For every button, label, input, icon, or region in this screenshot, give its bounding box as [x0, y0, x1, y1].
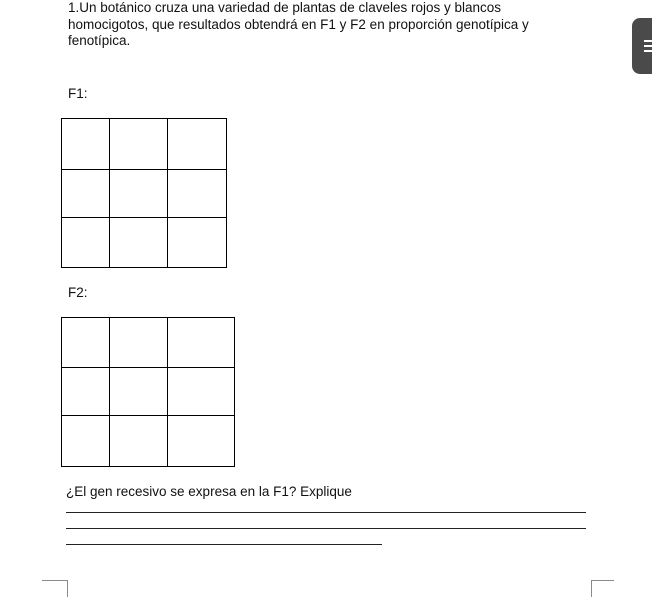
- f2-cell: [168, 318, 234, 368]
- f1-cell: [62, 170, 110, 218]
- f1-cell: [62, 218, 110, 267]
- f2-cell: [110, 368, 168, 416]
- f2-label: F2:: [68, 285, 88, 300]
- f1-punnett-square: [61, 118, 227, 268]
- f1-cell: [110, 170, 168, 218]
- f2-punnett-square: [61, 317, 235, 467]
- f2-cell: [110, 318, 168, 368]
- menu-icon[interactable]: [632, 18, 652, 74]
- question-text: 1.Un botánico cruza una variedad de plantas de claveles rojos y blancos homocigotos, que resultados obtendrá en F1 y F2 en proporción genotípica y fenotípica.: [68, 0, 529, 48]
- answer-line: [66, 512, 586, 513]
- menu-bar: [644, 50, 652, 52]
- f2-cell: [168, 416, 234, 466]
- f2-cell: [168, 368, 234, 416]
- f1-cell: [168, 218, 226, 267]
- f2-cell: [62, 318, 110, 368]
- f1-cell: [62, 119, 110, 170]
- menu-bar: [644, 45, 652, 47]
- menu-bar: [644, 40, 652, 42]
- f1-label: F1:: [68, 86, 88, 101]
- f1-cell: [168, 119, 226, 170]
- f1-cell: [110, 218, 168, 267]
- answer-line: [66, 544, 382, 545]
- f2-cell: [110, 416, 168, 466]
- f2-cell: [62, 416, 110, 466]
- follow-up-question: ¿El gen recesivo se expresa en la F1? Explique: [66, 484, 352, 499]
- page-corner-mark-left: [42, 580, 68, 597]
- f1-cell: [110, 119, 168, 170]
- f2-cell: [62, 368, 110, 416]
- page-corner-mark-right: [591, 580, 614, 597]
- answer-line: [66, 528, 586, 529]
- f1-cell: [168, 170, 226, 218]
